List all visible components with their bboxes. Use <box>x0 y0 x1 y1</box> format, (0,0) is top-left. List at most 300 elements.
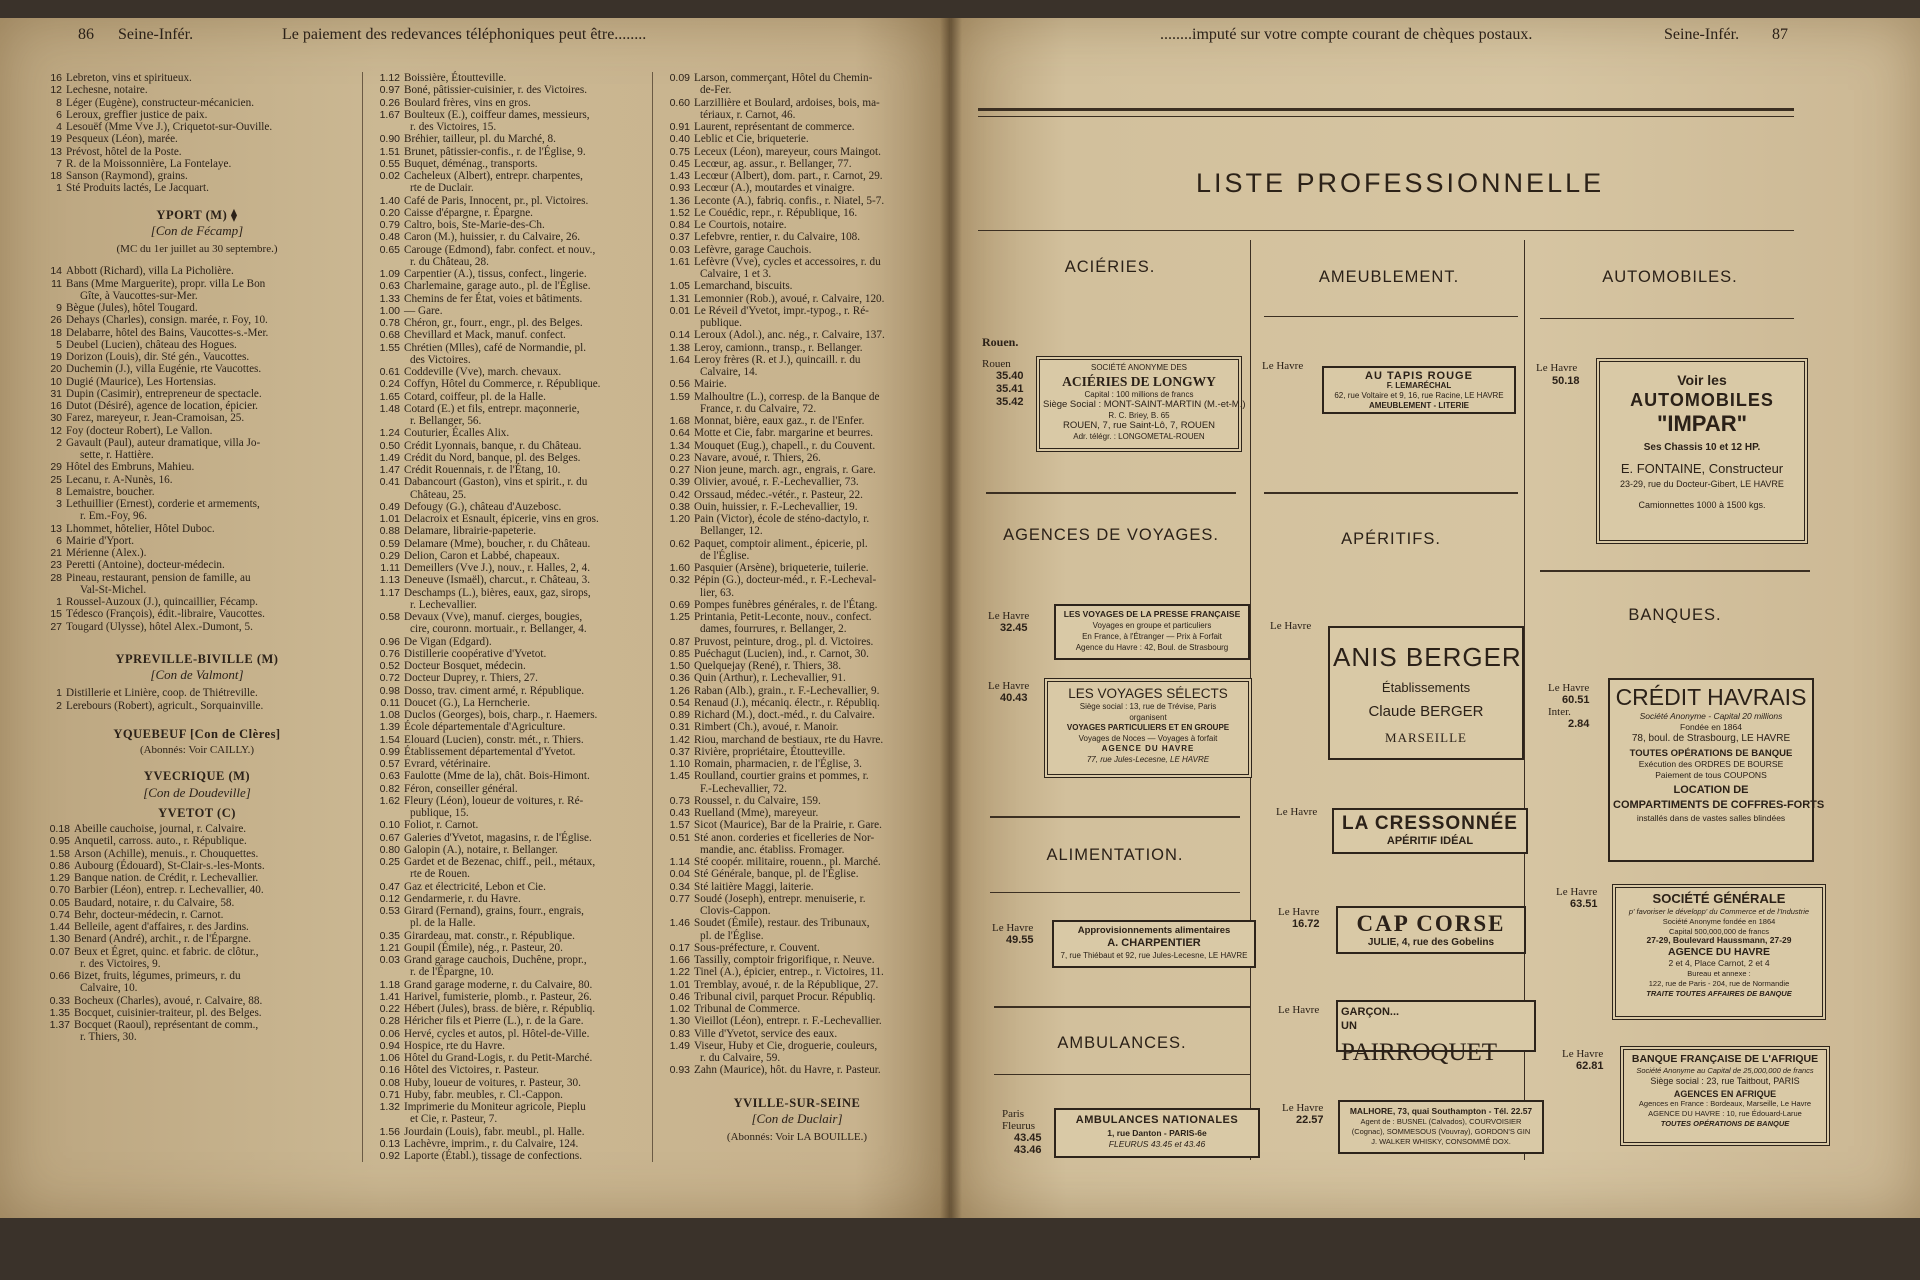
directory-entry <box>656 562 938 574</box>
section-heading-yquebeuf: YQUEBEUF [Con de Clères] <box>113 726 281 741</box>
entry-text: Evrard, vétérinaire. <box>404 758 491 770</box>
entry-text: Hôtel des Embruns, Mahieu. <box>66 461 195 474</box>
entry-text: De Vigan (Edgard). <box>404 635 492 648</box>
entry-number: 0.93 <box>669 182 690 195</box>
ad-line: (Cognac), SOMMESOUS (Vouvray), GORDON'S GIN <box>1351 1127 1531 1136</box>
entry-number: 0.22 <box>379 1003 400 1015</box>
entry-text: Banque nation. de Crédit, r. Lechevallier. <box>74 872 259 884</box>
entry-number: 1.66 <box>669 954 690 966</box>
entry-text: Goupil (Émile), nég., r. Pasteur, 20. <box>404 941 563 954</box>
entry-text: Laurent, représentant de commerce. <box>694 121 855 133</box>
note-yport: (MC du 1er juillet au 30 septembre.) <box>116 243 278 255</box>
directory-entry <box>656 391 938 403</box>
directory-entry <box>656 672 938 684</box>
directory-entry <box>36 621 358 633</box>
entry-text: Lemaistre, boucher. <box>66 485 155 498</box>
directory-entry <box>656 244 938 256</box>
entry-number: 16 <box>50 400 62 412</box>
directory-entry <box>36 486 358 498</box>
entry-number: 1.39 <box>379 721 400 734</box>
entry-text: Zahn (Maurice), hôt. du Havre, r. Pasteur. <box>694 1064 881 1077</box>
entry-number: 1.62 <box>379 794 400 807</box>
entry-number: 0.68 <box>379 329 400 342</box>
directory-entry <box>36 835 358 847</box>
page-number-left: 86 <box>78 26 94 43</box>
longwy-numbers <box>996 370 1024 409</box>
entry-text: Grand garage cauchois, Duchêne, propr., <box>404 954 587 966</box>
entry-text: Huby, fabr. meubles, r. Cl.-Cappon. <box>404 1088 563 1101</box>
directory-entry <box>656 636 938 648</box>
entry-text: Caisse d'épargne, r. Épargne. <box>404 206 533 219</box>
ad-banque-francaise-afrique <box>1620 1046 1830 1146</box>
entry-number: 0.07 <box>49 945 70 958</box>
directory-entry <box>656 305 938 317</box>
entry-number: 0.61 <box>379 366 400 378</box>
directory-entry <box>366 930 650 942</box>
ad-line: Société Anonyme au Capital de 25,000,000 de francs <box>1636 1066 1814 1075</box>
ad-line: 1, rue Danton - PARIS-6e <box>1107 1128 1207 1138</box>
ad-line: Paiement de tous COUPONS <box>1655 770 1767 780</box>
entry-text: Farez, mareyeur, r. Jean-Cramoisan, 25. <box>66 412 245 425</box>
entry-text: Abbott (Richard), villa La Picholière. <box>66 265 234 278</box>
entry-text: Tassilly, comptoir frigorifique, r. Neuve. <box>694 954 875 966</box>
directory-entry <box>36 933 358 945</box>
entry-number: 8 <box>56 96 62 109</box>
directory-entry <box>36 946 358 958</box>
entry-number: 0.25 <box>379 856 400 868</box>
directory-entry <box>36 897 358 909</box>
ad-line: A. CHARPENTIER <box>1107 937 1201 949</box>
entry-text: France, r. du Calvaire, 72. <box>700 402 817 415</box>
directory-entry <box>366 244 650 256</box>
entry-text: sette, r. Hattière. <box>80 449 154 461</box>
entry-text: Calvaire, 1 et 3. <box>700 268 772 280</box>
directory-entry <box>366 844 650 856</box>
directory-entry <box>366 819 650 831</box>
phone-number: 50.18 <box>1552 375 1580 387</box>
directory-entry <box>656 452 938 464</box>
directory-entry <box>36 265 358 277</box>
entry-number: 1.25 <box>669 611 690 623</box>
directory-entry <box>366 721 650 733</box>
directory-entry <box>656 207 938 219</box>
category-rule <box>990 816 1240 818</box>
entry-text: Lebreton, vins et spiritueux. <box>66 72 192 84</box>
entry-text: Calvaire, 14. <box>700 366 758 378</box>
entry-text: r. Em.-Foy, 96. <box>80 510 148 523</box>
directory-entry <box>366 905 650 917</box>
entry-text: Beux et Égret, quinc. et fabric. de clôtur., <box>74 945 259 958</box>
category-rule <box>1264 492 1518 494</box>
entry-text: Boulard frères, vins en gros. <box>404 96 531 109</box>
directory-entry <box>36 412 358 424</box>
entry-text: Bègue (Jules), hôtel Tougard. <box>66 302 198 314</box>
directory-entry <box>366 207 650 219</box>
category-ameublement: AMEUBLEMENT. <box>1318 268 1460 286</box>
directory-entry <box>36 461 358 473</box>
entry-number: 0.80 <box>379 843 400 856</box>
ad-line: R. C. Briey, B. 65 <box>1108 410 1170 420</box>
entry-text: Hôtel du Grand-Logis, r. du Petit-Marché. <box>404 1052 593 1064</box>
directory-entry <box>366 1052 650 1064</box>
ad-line: TRAITE TOUTES AFFAIRES DE BANQUE <box>1646 988 1792 998</box>
entry-text: Barbier (Léon), entrep. r. Lechevallier, 40. <box>74 884 264 897</box>
directory-entry <box>36 687 358 699</box>
entry-number: 0.38 <box>669 500 690 513</box>
entry-text: Lechesne, notaire. <box>66 84 148 97</box>
directory-entry <box>656 611 938 623</box>
entry-number: 1.34 <box>669 439 690 452</box>
directory-entry <box>366 501 650 513</box>
directory-entry <box>366 452 650 464</box>
entry-text: Sté coopér. militaire, rouenn., pl. Marché. <box>694 856 881 868</box>
entry-number: 1.06 <box>379 1052 400 1064</box>
entry-text: Benard (André), archit., r. de l'Épargne. <box>74 933 252 946</box>
directory-entry <box>366 97 650 109</box>
entry-text: Boné, pâtissier-cuisinier, r. des Victoires. <box>404 84 588 97</box>
ad-line: p' favoriser le développ' du Commerce et de l'Industrie <box>1628 907 1810 916</box>
directory-entry <box>656 930 938 942</box>
directory-entry <box>366 415 650 427</box>
ad-line: 7, rue Thiébaut et 92, rue Jules-Lecesne, LE HAVRE <box>1060 951 1248 960</box>
directory-entry <box>36 84 358 96</box>
entry-number: 5 <box>56 338 62 351</box>
capcorse-location: Le Havre <box>1278 906 1320 918</box>
directory-entry <box>36 327 358 339</box>
directory-entry <box>366 562 650 574</box>
department-left: Seine-Infér. <box>118 26 194 43</box>
entry-text: Dosso, trav. ciment armé, r. République. <box>404 684 585 697</box>
entry-text: Lhommet, hôtelier, Hôtel Duboc. <box>66 522 215 535</box>
directory-entry <box>366 1064 650 1076</box>
phone-number: 43.46 <box>1014 1144 1042 1156</box>
directory-entry <box>366 182 650 194</box>
entry-text: Dupin (Casimir), entrepreneur de spectacle. <box>66 387 262 400</box>
entry-text: Romain, pharmacien, r. de l'Église, 3. <box>694 758 862 770</box>
directory-entry <box>36 510 358 522</box>
ad-malhore <box>1338 1100 1544 1154</box>
directory-entry <box>656 378 938 390</box>
entry-text: Puéchagut (Lucien), ind., r. Carnot, 30. <box>694 647 869 660</box>
entry-number: 6 <box>56 534 62 547</box>
entry-text: Lethuillier (Ernest), corderie et armements, <box>66 498 260 510</box>
ad-line: 77, rue Jules-Lecesne, LE HAVRE <box>1086 754 1210 764</box>
entry-text: Lecœur, ag. assur., r. Bellanger, 77. <box>694 157 852 170</box>
entry-text: Arson (Achille), menuis., r. Chouquettes. <box>74 847 259 860</box>
entry-number: 1.59 <box>669 390 690 403</box>
ad-line: installés dans de vastes salles blindées <box>1636 813 1786 823</box>
entry-text: F.-Lechevallier, 72. <box>700 782 787 795</box>
entry-text: Bocheux (Charles), avoué, r. Calvaire, 88. <box>74 994 263 1007</box>
entry-number: 0.28 <box>379 1015 400 1028</box>
entry-number: 0.94 <box>379 1039 400 1052</box>
entry-number: 0.11 <box>380 696 400 709</box>
entry-text: Belleile, agent d'affaires, r. des Jardins. <box>74 921 249 933</box>
entry-number: 1.49 <box>669 1039 690 1052</box>
entry-number: 28 <box>50 571 62 584</box>
phone-number: 40.43 <box>1000 692 1028 704</box>
directory-entry <box>366 464 650 476</box>
entry-number: 1.38 <box>669 341 690 354</box>
directory-entry <box>366 1138 650 1150</box>
location-label: Paris <box>1002 1108 1024 1120</box>
entry-number: 1.57 <box>669 819 690 832</box>
directory-entry <box>656 734 938 746</box>
directory-entry <box>366 648 650 660</box>
entry-number: 0.45 <box>669 157 690 170</box>
entry-text: Delabarre, hôtel des Bains, Vaucottes-s.-Mer. <box>66 326 269 339</box>
entry-number: 0.67 <box>379 831 400 844</box>
entry-number: 1.48 <box>379 402 400 415</box>
ad-line: Exécution des ORDRES DE BOURSE <box>1638 759 1784 769</box>
directory-entry <box>656 979 938 991</box>
entry-number: 0.64 <box>669 427 690 440</box>
entry-text: publique, 15. <box>410 807 469 819</box>
directory-entry <box>656 709 938 721</box>
entry-number: 1.32 <box>379 1101 400 1113</box>
entry-text: Raban (Alb.), grain., r. F.-Lechevallier, 9. <box>694 684 880 697</box>
entry-text: Cotard (E.) et fils, entrepr. maçonnerie, <box>404 402 580 415</box>
directory-entry <box>36 425 358 437</box>
directory-entry <box>366 1028 650 1040</box>
credit-location: Le Havre <box>1548 682 1590 694</box>
directory-entry <box>656 513 938 525</box>
entry-number: 1.02 <box>669 1003 690 1015</box>
entry-number: 1.60 <box>669 562 690 574</box>
entry-number: 0.69 <box>669 598 690 611</box>
ad-line: ANIS BERGER <box>1333 642 1522 672</box>
entry-number: 0.74 <box>49 908 70 921</box>
directory-entry <box>656 574 938 586</box>
category-rule <box>994 1006 1250 1008</box>
note-yville: (Abonnés: Voir LA BOUILLE.) <box>726 1131 868 1143</box>
column-1 <box>36 72 358 1044</box>
entry-text: Lesouëf (Mme Vve J.), Criquetot-sur-Ouville. <box>66 121 273 133</box>
directory-entry <box>36 860 358 872</box>
directory-entry <box>366 1003 650 1015</box>
directory-entry <box>656 783 938 795</box>
entry-text: Foy (docteur Robert), Le Vallon. <box>66 424 213 437</box>
entry-text: Chrétien (Mlles), café de Normandie, pl. <box>404 341 587 354</box>
entry-text: Galopin (A.), notaire, r. Bellanger. <box>404 843 558 856</box>
entry-number: 0.85 <box>669 647 690 660</box>
entry-number: 1 <box>56 596 62 608</box>
entry-text: Galeries d'Yvetot, magasins, r. de l'Église. <box>404 831 592 844</box>
directory-entry <box>656 366 938 378</box>
directory-entry <box>366 489 650 501</box>
entry-text: Behr, docteur-médecin, r. Carnot. <box>74 908 224 921</box>
entry-number: 0.86 <box>49 859 70 872</box>
entry-number: 0.47 <box>379 880 400 893</box>
inter-label: Inter. <box>1548 706 1571 718</box>
entry-number: 0.96 <box>379 635 400 648</box>
location-label: Fleurus <box>1002 1120 1035 1132</box>
entry-number: 10 <box>50 375 62 388</box>
entry-number: 0.71 <box>379 1088 400 1101</box>
directory-entry <box>36 363 358 375</box>
entry-text: Dehays (Charles), consign. marée, r. Foy, 10. <box>66 314 268 327</box>
entry-text: Bocquet (Raoul), représentant de comm., <box>74 1019 259 1031</box>
directory-entry <box>656 182 938 194</box>
ad-line: AU TAPIS ROUGE <box>1365 370 1473 382</box>
ad-voyages-presse-francaise <box>1054 604 1250 660</box>
entry-text: r. de l'Épargne, 10. <box>410 966 494 979</box>
directory-entry <box>36 572 358 584</box>
directory-entry <box>366 599 650 611</box>
entry-text: Chevillard et Mack, manuf. confect. <box>404 329 566 342</box>
entry-number: 0.55 <box>379 157 400 170</box>
directory-entry <box>36 982 358 994</box>
entry-number: 21 <box>50 547 62 559</box>
entry-text: Café de Paris, Innocent, pr., pl. Victoires. <box>404 194 589 207</box>
directory-entry <box>656 476 938 488</box>
ad-line: Camionnettes 1000 à 1500 kgs. <box>1638 500 1766 510</box>
category-alimentation: ALIMENTATION. <box>1046 846 1184 864</box>
directory-entry <box>656 1028 938 1040</box>
entry-text: Bocquet, cuisinier-traiteur, pl. des Belges. <box>74 1006 262 1019</box>
entry-text: Aubourg (Édouard), St-Clair-s.-les-Monts. <box>74 859 265 872</box>
directory-entry <box>656 660 938 672</box>
entry-text: École départementale d'Agriculture. <box>404 721 566 734</box>
entry-number: 0.54 <box>669 696 690 709</box>
entry-text: Carpentier (A.), tissus, confect., lingerie. <box>404 268 587 280</box>
ad-line: En France, à l'Étranger — Prix à Forfait <box>1082 632 1222 641</box>
ad-line: Agent de : BUSNEL (Calvados), COURVOISIER <box>1360 1117 1522 1126</box>
entry-number: 0.10 <box>379 819 400 832</box>
entry-text: Boulteux (E.), coiffeur dames, messieurs, <box>404 108 590 121</box>
entry-number: 0.29 <box>379 549 400 562</box>
entry-number: 1 <box>56 182 62 195</box>
directory-entry <box>366 525 650 537</box>
entry-number: 0.95 <box>49 835 70 848</box>
entry-number: 0.06 <box>379 1027 400 1040</box>
directory-entry <box>366 146 650 158</box>
entry-number: 0.66 <box>49 970 70 982</box>
directory-entry <box>656 1040 938 1052</box>
directory-entry <box>656 84 938 96</box>
entry-text: Harivel, fumisterie, plomb., r. Pasteur, 26. <box>404 990 592 1003</box>
entry-text: Pépin (G.), docteur-méd., r. F.-Lecheval- <box>694 574 877 587</box>
entry-text: r. Bellanger, 56. <box>410 415 482 427</box>
running-head-left: Le paiement des redevances téléphoniques peut être........ <box>282 26 647 43</box>
entry-text: Lecœur (Albert), dom. part., r. Carnot, 29. <box>694 170 883 182</box>
title-rule-top-thin <box>978 116 1794 117</box>
directory-entry <box>366 1089 650 1101</box>
directory-entry <box>366 942 650 954</box>
ad-line: GARÇON... UN <box>1341 1006 1400 1032</box>
ad-line: organisent <box>1129 712 1167 722</box>
directory-entry <box>656 403 938 415</box>
entry-text: Devaux (Vve), manuf. cierges, bougies, <box>404 611 583 623</box>
directory-entry <box>36 958 358 970</box>
entry-text: et Cie, r. Pasteur, 7. <box>410 1113 498 1126</box>
directory-entry <box>366 1101 650 1113</box>
entry-number: 2 <box>56 699 62 712</box>
phone-number: 35.42 <box>996 396 1024 408</box>
entry-text: Demeillers (Vve J.), nouv., r. Halles, 2, 4. <box>404 562 591 574</box>
entry-number: 11 <box>51 277 62 290</box>
entry-number: 1.41 <box>379 990 400 1003</box>
directory-entry <box>366 317 650 329</box>
entry-text: Grand garage moderne, r. du Calvaire, 80. <box>404 978 593 991</box>
directory-entry <box>366 305 650 317</box>
entry-text: Dutot (Désiré), agence de location, épicier. <box>66 400 258 412</box>
directory-entry <box>656 685 938 697</box>
entry-number: 1.65 <box>379 390 400 403</box>
entry-text: pl. de la Halle. <box>410 917 476 930</box>
entry-number: 0.40 <box>669 133 690 146</box>
entry-text: Mérienne (Alex.). <box>66 547 147 559</box>
directory-entry <box>366 84 650 96</box>
entry-text: pl. de l'Église. <box>700 929 764 942</box>
ad-societe-generale <box>1612 884 1826 1020</box>
entry-text: Le Courtois, notaire. <box>694 219 787 231</box>
entry-text: Leroy, camionn., transp., r. Bellanger. <box>694 341 863 354</box>
directory-entry <box>366 1150 650 1162</box>
entry-text: Roussel-Auzoux (J.), quincaillier, Fécamp. <box>66 596 258 608</box>
entry-number: 1.17 <box>379 586 400 599</box>
entry-number: 0.34 <box>669 880 690 893</box>
selects-location: Le Havre <box>988 680 1030 692</box>
entry-text: Paquet, comptoir aliment., épicerie, pl. <box>694 537 868 550</box>
entry-number: 0.91 <box>669 121 690 133</box>
entry-number: 15 <box>50 608 62 621</box>
phone-number: 49.55 <box>1006 934 1034 946</box>
entry-number: 0.73 <box>669 794 690 807</box>
entry-text: Leblic et Cie, briqueterie. <box>694 133 809 146</box>
entry-number: 26 <box>50 314 62 327</box>
ad-line: 23-29, rue du Docteur-Gibert, LE HAVRE <box>1620 479 1784 489</box>
entry-text: Rivière, propriétaire, Étoutteville. <box>694 745 846 758</box>
entry-text: R. de la Moissonnière, La Fontelaye. <box>66 157 232 170</box>
ad-line: LOCATION DE <box>1673 784 1749 796</box>
entry-text: Printania, Petit-Leconte, nouv., confect. <box>694 611 872 623</box>
entry-number: 30 <box>50 412 62 425</box>
ad-line: Claude BERGER <box>1368 703 1484 720</box>
entry-text: Leconte (A.), fabriq. confis., r. Niatel, 5-7. <box>694 194 885 207</box>
entry-text: Buquet, déménag., transports. <box>404 157 538 170</box>
entry-text: Sté laitière Maggi, laiterie. <box>694 880 814 893</box>
entry-text: publique. <box>700 317 742 329</box>
directory-entry <box>36 535 358 547</box>
directory-entry <box>656 746 938 758</box>
ad-line: PAIRROQUET <box>1341 1039 1498 1066</box>
entry-number: 19 <box>50 351 62 363</box>
directory-entry <box>656 1052 938 1064</box>
directory-entry <box>366 195 650 207</box>
phone-number: 22.57 <box>1296 1114 1324 1126</box>
entry-number: 0.87 <box>669 635 690 648</box>
directory-entry <box>366 807 650 819</box>
entry-text: lier, 63. <box>700 586 735 599</box>
entry-text: Lefèvre (Vve), cycles et accessoires, r. du <box>694 255 881 268</box>
department-right: Seine-Infér. <box>1664 26 1740 43</box>
directory-entry <box>366 256 650 268</box>
section-heading-ypreville: YPREVILLE-BIVILLE (M) <box>115 651 279 666</box>
category-rule <box>986 492 1236 494</box>
entry-number: 1.20 <box>669 513 690 525</box>
entry-text: Mairie. <box>694 378 727 391</box>
category-agences-de-voyages: AGENCES DE VOYAGES. <box>1003 526 1219 544</box>
entry-number: 0.89 <box>669 709 690 721</box>
entry-text: Pompes funèbres générales, r. de l'Étang. <box>694 598 878 611</box>
entry-text: Soudé (Joseph), entrepr. menuiserie, r. <box>694 892 866 905</box>
entry-number: 1.01 <box>669 978 690 991</box>
entry-number: 0.05 <box>49 896 70 909</box>
entry-text: r. du Calvaire, 59. <box>700 1052 781 1064</box>
phone-number: 62.81 <box>1576 1060 1604 1072</box>
tapis-location: Le Havre <box>1262 360 1304 372</box>
